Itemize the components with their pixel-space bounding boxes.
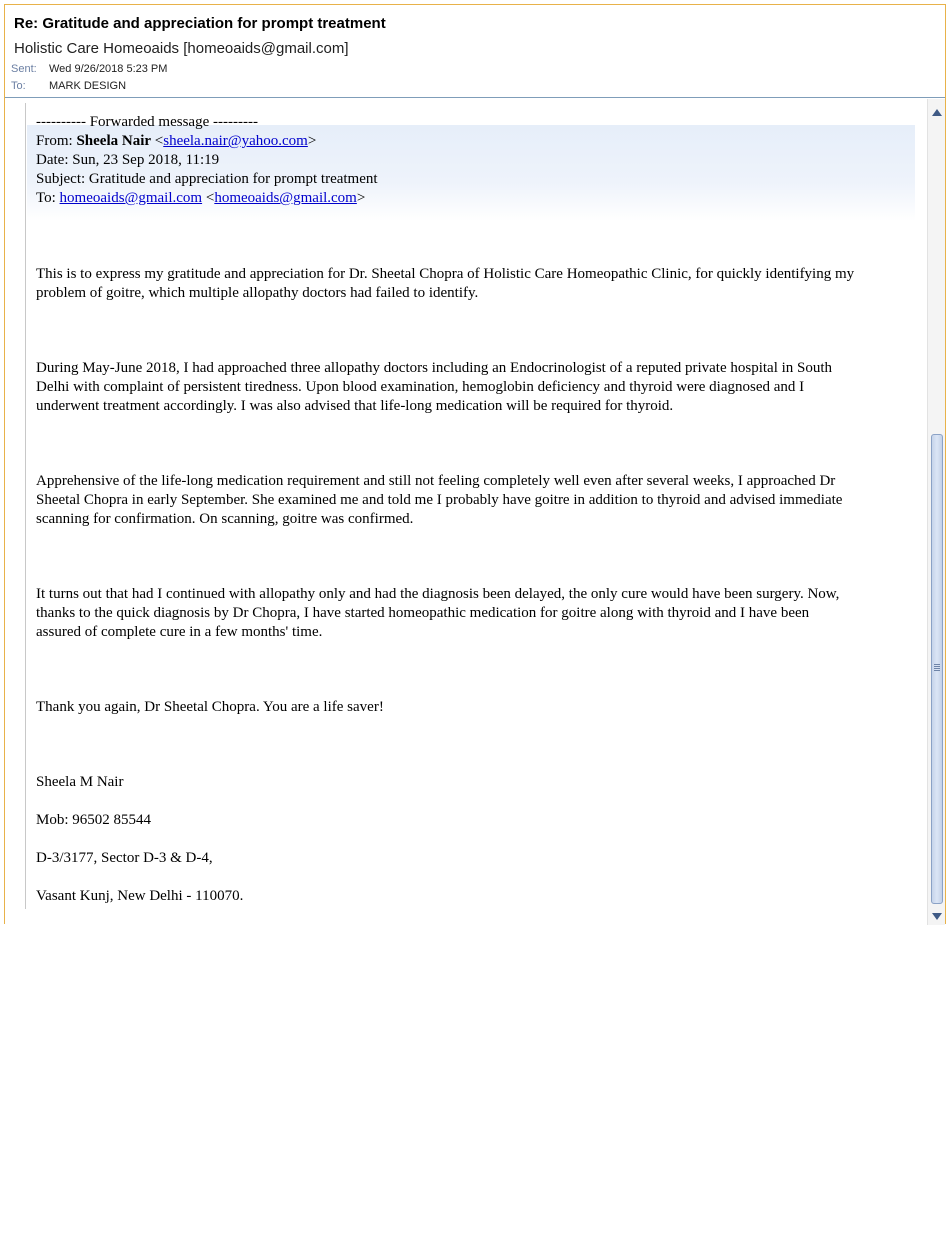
paragraph-3-line-1: Apprehensive of the life-long medication requirement and still not feeling completely well even after several weeks, I approached Dr [36,473,836,489]
forwarded-separator: ---------- Forwarded message --------- [36,114,258,130]
forwarded-to: To: homeoaids@gmail.com <homeoaids@gmail.com> [36,190,366,206]
email-sender[interactable]: Holistic Care Homeoaids [homeoaids@gmail.com] [14,40,349,57]
email-window [4,4,946,924]
paragraph-5: Thank you again, Dr Sheetal Chopra. You are a life saver! [36,699,384,715]
paragraph-4-line-2: thanks to the quick diagnosis by Dr Chopra, I have started homeopathic medication for goitre along with thyroid and I have been [36,605,810,621]
vertical-scrollbar[interactable] [927,99,945,925]
email-subject: Re: Gratitude and appreciation for prompt treatment [14,15,386,32]
forwarded-date: Date: Sun, 23 Sep 2018, 11:19 [36,152,220,168]
paragraph-4-line-3: assured of complete cure in a few months' time. [36,624,323,640]
to-value[interactable]: MARK DESIGN [49,80,127,92]
signature-address-1: D-3/3177, Sector D-3 & D-4, [36,850,213,866]
forwarded-from: From: Sheela Nair <sheela.nair@yahoo.com> [36,133,317,149]
forwarded-from-label: From: [36,133,77,149]
scrollbar-thumb[interactable] [931,434,943,904]
scroll-down-arrow-icon[interactable] [928,909,946,925]
scroll-up-arrow-icon[interactable] [928,105,946,121]
paragraph-3-line-3: scanning for confirmation. On scanning, goitre was confirmed. [36,511,414,527]
signature-name: Sheela M Nair [36,774,124,790]
paragraph-2-line-2: Delhi with complaint of persistent tiredness. Upon blood examination, hemoglobin deficiency and thyroid were diagnosed and I [36,379,805,395]
paragraph-2-line-1: During May-June 2018, I had approached three allopathy doctors including an Endocrinologist of a reputed private hospital in South [36,360,833,376]
forwarded-to-label: To: [36,190,60,206]
paragraph-3-line-2: Sheetal Chopra in early September. She examined me and told me I probably have goitre in addition to thyroid and advised immediate [36,492,843,508]
message-body[interactable] [5,99,927,925]
message-content [36,113,916,906]
signature-mobile: Mob: 96502 85544 [36,812,152,828]
paragraph-4-line-1: It turns out that had I continued with allopathy only and had the diagnosis been delayed, the only cure would have been surgery. Now, [36,586,840,602]
quote-divider [25,103,26,909]
paragraph-1-line-2: problem of goitre, which multiple allopathy doctors had failed to identify. [36,285,479,301]
forwarded-to-email-link[interactable]: homeoaids@gmail.com [59,190,203,206]
sent-label: Sent: [11,63,37,75]
to-label: To: [11,80,26,92]
signature-address-2: Vasant Kunj, New Delhi - 110070. [36,888,244,904]
forwarded-to-email-link-bracketed[interactable]: homeoaids@gmail.com [214,190,357,206]
forwarded-subject: Subject: Gratitude and appreciation for prompt treatment [36,171,378,187]
forwarded-from-email-link[interactable]: sheela.nair@yahoo.com [163,133,308,149]
sent-value: Wed 9/26/2018 5:23 PM [49,63,168,75]
email-header [5,5,945,98]
paragraph-2-line-3: underwent treatment accordingly. I was also advised that life-long medication will be required for thyroid. [36,398,674,414]
paragraph-1-line-1: This is to express my gratitude and appreciation for Dr. Sheetal Chopra of Holistic Care Homeopathic Clinic, for quickly identifying my [36,266,855,282]
forwarded-from-name: Sheela Nair [76,133,152,149]
